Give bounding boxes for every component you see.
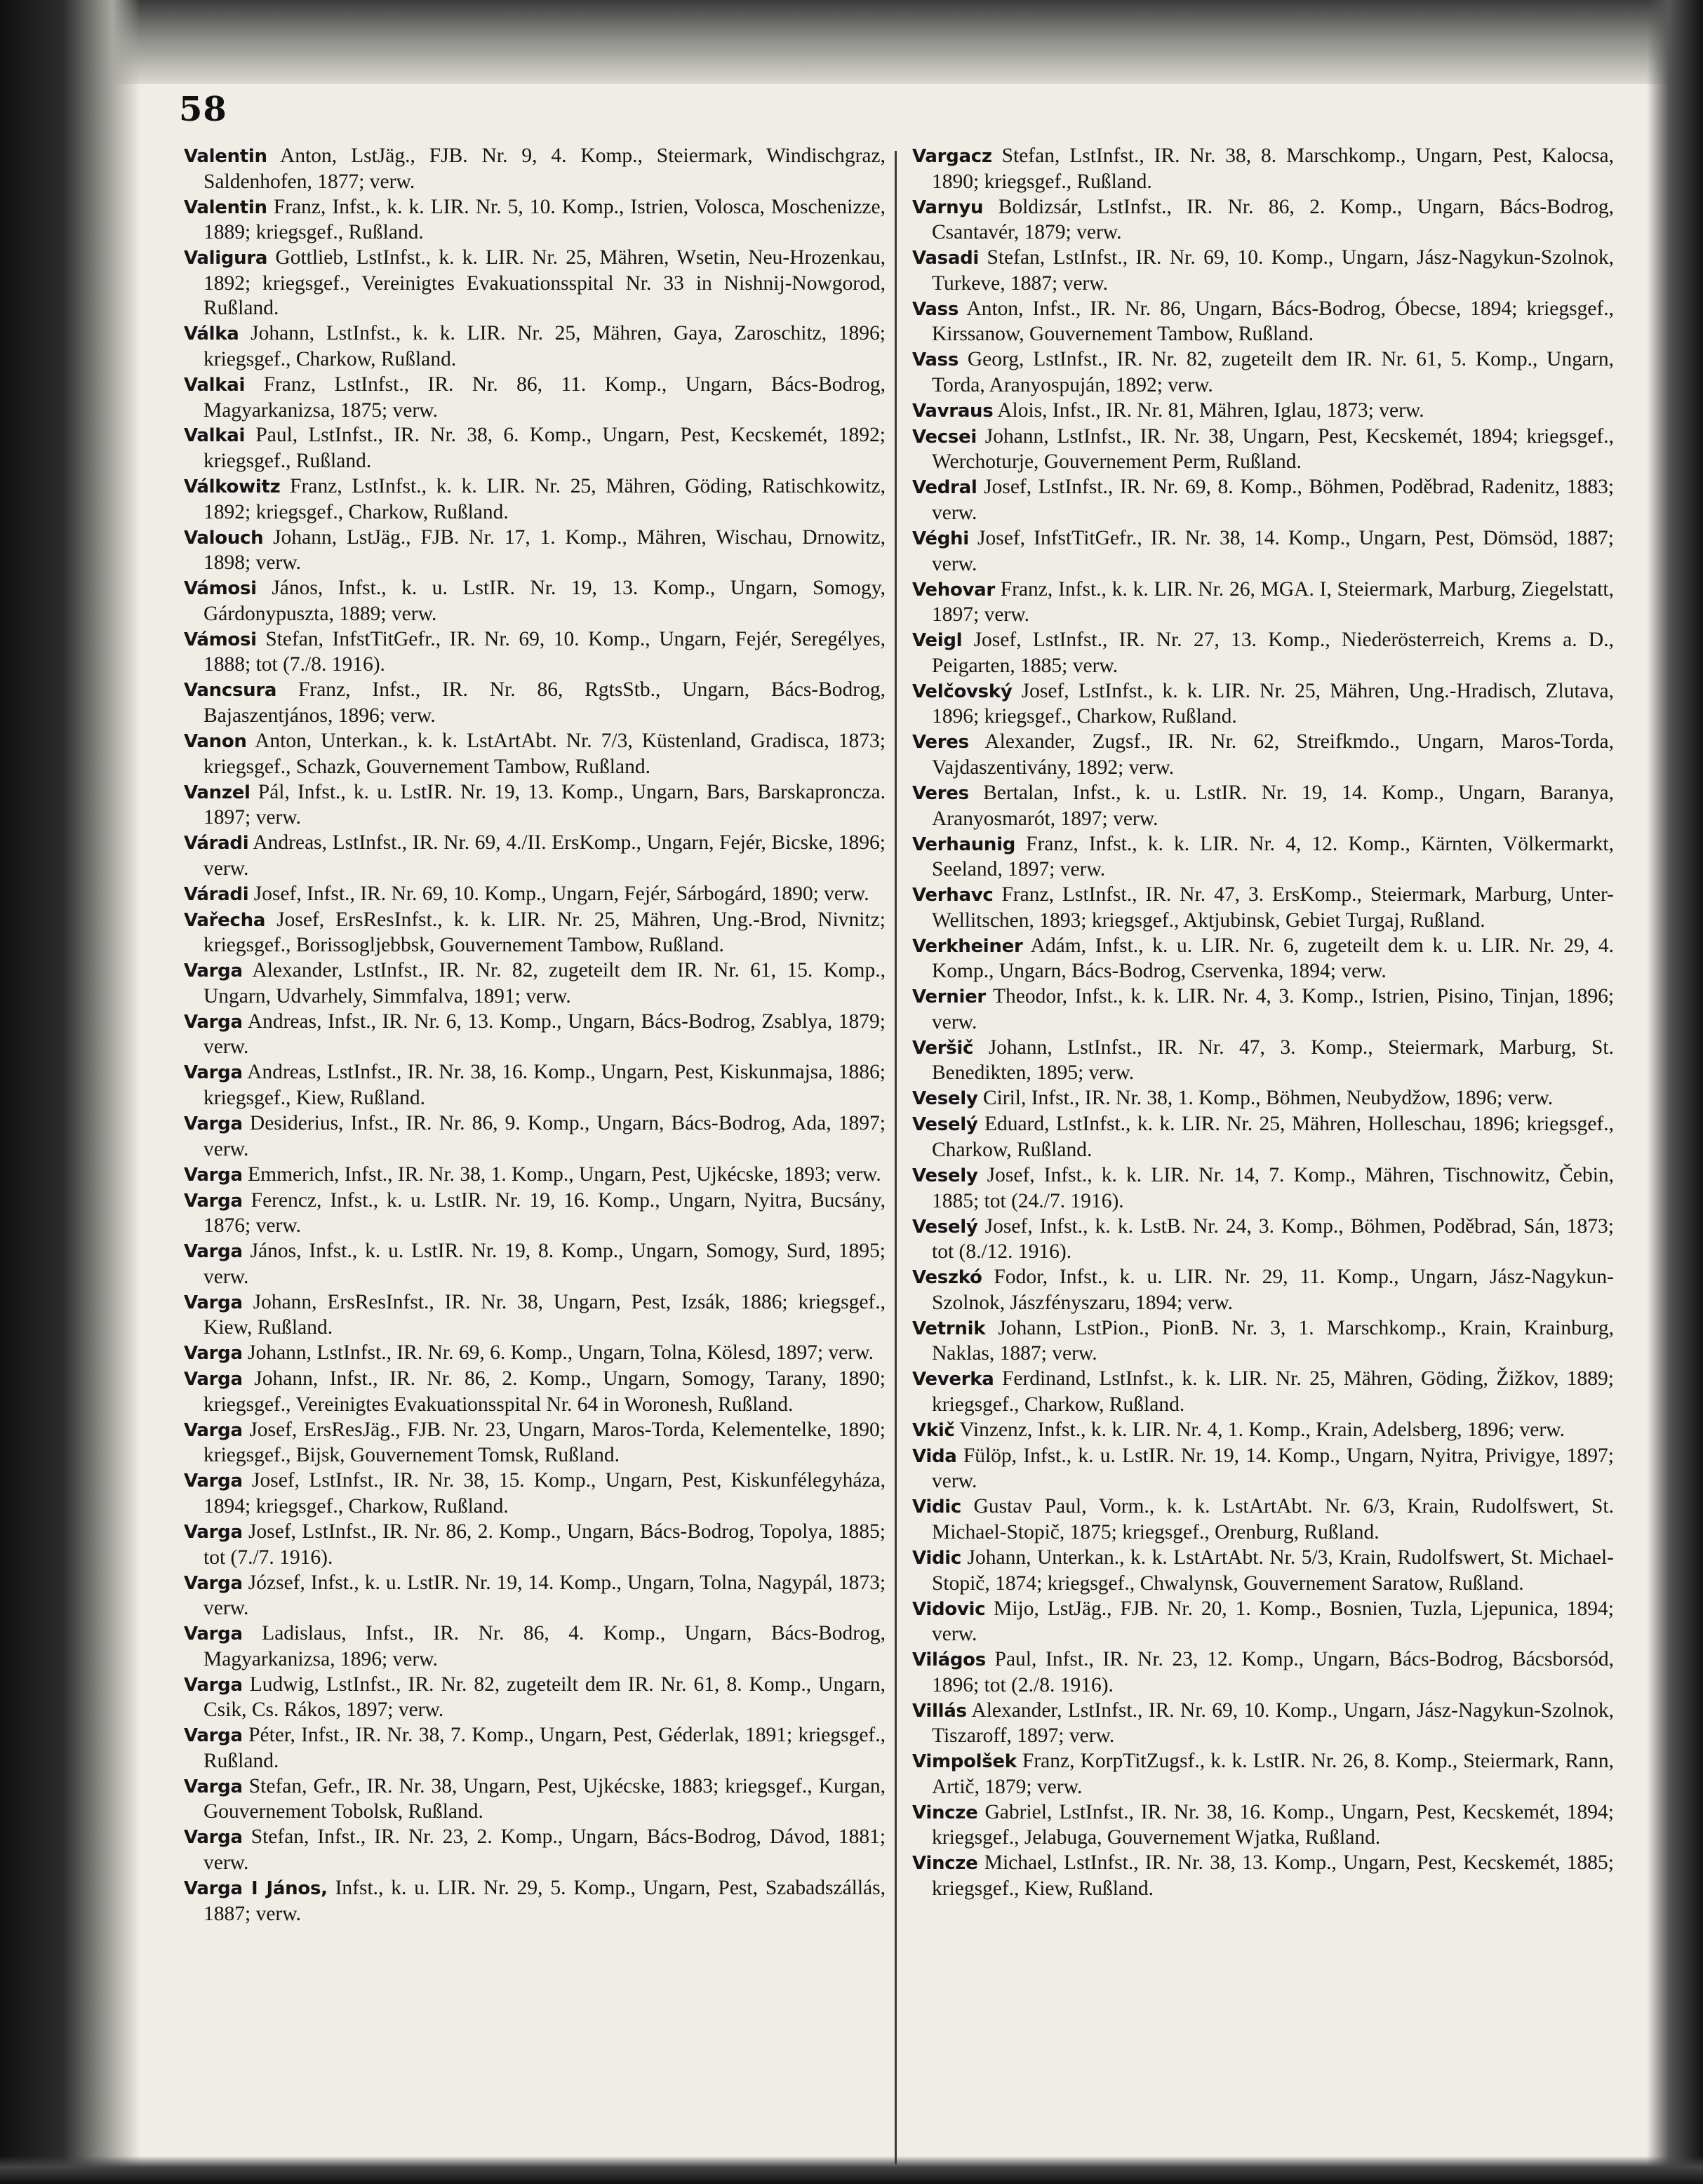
entry-surname: Vass (912, 349, 959, 371)
entry-details: Stefan, Infst., IR. Nr. 23, 2. Komp., Ungarn, Bács-Bodrog, Dávod, 1881; verw. (203, 1825, 886, 1875)
entry-surname: Vanon (184, 730, 247, 752)
entry-details: Paul, Infst., IR. Nr. 23, 12. Komp., Ungarn, Bács-Bodrog, Bácsborsód, 1896; tot (2./8. 1916). (932, 1648, 1614, 1696)
roster-entry (912, 526, 1614, 577)
entry-surname: Vincze (912, 1853, 978, 1875)
roster-entry (184, 576, 886, 627)
entry-details: Josef, ErsResInfst., k. k. LIR. Nr. 25, Mähren, Ung.-Brod, Nivnitz; kriegsgef., Borissogljebbsk, Gouvernement Tambow, Rußland. (203, 908, 886, 957)
roster-entry (912, 1418, 1614, 1444)
entry-surname: Vanzel (184, 782, 251, 803)
entry-surname: Veselý (912, 1216, 978, 1238)
roster-entry (184, 1163, 886, 1188)
roster-entry (184, 908, 886, 958)
entry-surname: Varga (184, 1419, 243, 1441)
left-column (184, 144, 886, 1927)
entry-surname: Vargacz (912, 146, 992, 167)
roster-entry (184, 1876, 886, 1927)
entry-details: Bertalan, Infst., k. u. LstIR. Nr. 19, 14. Komp., Ungarn, Baranya, Aranyosmarót, 1897; verw. (932, 781, 1614, 830)
entry-details: Mijo, LstJäg., FJB. Nr. 20, 1. Komp., Bosnien, Tuzla, Ljepunica, 1894; verw. (932, 1597, 1614, 1646)
entry-details: Josef, Infst., k. k. LIR. Nr. 14, 7. Komp., Mähren, Tischnowitz, Čebin, 1885; tot (24./7. 1916). (932, 1163, 1614, 1212)
entry-surname: Vincze (912, 1802, 978, 1823)
entry-surname: Valigura (184, 248, 268, 269)
entry-details: Stefan, LstInfst., IR. Nr. 69, 10. Komp., Ungarn, Jász-Nagykun-Szolnok, Turkeve, 1887; verw. (932, 246, 1614, 295)
roster-entry (184, 1673, 886, 1723)
roster-entry (912, 1444, 1614, 1494)
roster-entry (912, 1546, 1614, 1596)
entry-details: Johann, LstJäg., FJB. Nr. 17, 1. Komp., Mähren, Wischau, Drnowitz, 1898; verw. (203, 525, 886, 575)
roster-entry (184, 195, 886, 246)
entry-surname: Varga (184, 1725, 243, 1747)
entry-details: Alexander, LstInfst., IR. Nr. 69, 10. Komp., Ungarn, Jász-Nagykun-Szolnok, Tiszaroff, 1897; verw. (932, 1699, 1614, 1748)
entry-details: Johann, LstInfst., IR. Nr. 69, 6. Komp., Ungarn, Tolna, Kölesd, 1897; verw. (248, 1341, 874, 1365)
roster-entry (184, 1010, 886, 1060)
roster-entry (912, 883, 1614, 933)
entry-details: Franz, Infst., k. k. LIR. Nr. 5, 10. Komp., Istrien, Volosca, Moschenizze, 1889; kriegsgef., Rußland. (203, 195, 886, 244)
entry-surname: Verkheiner (912, 935, 1023, 957)
entry-details: Josef, LstInfst., IR. Nr. 69, 8. Komp., Böhmen, Poděbrad, Radenitz, 1883; verw. (932, 476, 1614, 525)
roster-entry (184, 1621, 886, 1672)
entry-details: Gottlieb, LstInfst., k. k. LIR. Nr. 25, Mähren, Wsetin, Neu-Hrozenkau, 1892; kriegsgef., Vereinigtes Evakuationsspital Nr. 33 in Nishnij-Nowgorod, Rußland. (203, 246, 886, 320)
entry-details: Ciril, Infst., IR. Nr. 38, 1. Komp., Böhmen, Neubydžow, 1896; verw. (982, 1087, 1554, 1110)
entry-details: Andreas, LstInfst., IR. Nr. 69, 4./II. ErsKomp., Ungarn, Fejér, Bicske, 1896; verw. (203, 831, 886, 880)
roster-entry (184, 1060, 886, 1111)
entry-details: Franz, KorpTitZugsf., k. k. LstIR. Nr. 26, 8. Komp., Steiermark, Rann, Artič, 1879; verw. (932, 1750, 1614, 1798)
entry-surname: Világos (912, 1649, 986, 1671)
entry-details: Ladislaus, Infst., IR. Nr. 86, 4. Komp., Ungarn, Bács-Bodrog, Magyarkanizsa, 1896; verw. (203, 1622, 886, 1670)
entry-details: Josef, LstInfst., IR. Nr. 27, 13. Komp., Niederösterreich, Krems a. D., Peigarten, 1885; verw. (932, 629, 1614, 677)
roster-entry (184, 780, 886, 831)
entry-surname: Vass (912, 298, 959, 320)
entry-surname: Varga (184, 1190, 243, 1212)
entry-details: Johann, LstInfst., IR. Nr. 38, Ungarn, Pest, Kecskemét, 1894; kriegsgef., Werchoturje, Gouvernement Perm, Rußland. (932, 424, 1614, 474)
entry-surname: Varga (184, 1369, 243, 1391)
roster-entry (184, 882, 886, 908)
entry-details: Emmerich, Infst., IR. Nr. 38, 1. Komp., Ungarn, Pest, Ujkécske, 1893; verw. (248, 1163, 881, 1186)
entry-details: Franz, Infst., k. k. LIR. Nr. 4, 12. Komp., Kärnten, Völkermarkt, Seeland, 1897; verw. (932, 832, 1614, 881)
entry-details: Josef, LstInfst., k. k. LIR. Nr. 25, Mähren, Ung.-Hradisch, Zlutava, 1896; kriegsgef., Charkow, Rußland. (932, 679, 1614, 728)
entry-surname: Vavraus (912, 400, 994, 422)
entry-details: Infst., k. u. LIR. Nr. 29, 5. Komp., Ungarn, Pest, Szabadszállás, 1887; verw. (203, 1877, 886, 1925)
scan-border-bottom (0, 2156, 1703, 2184)
entry-surname: Velčovský (912, 681, 1013, 702)
entry-surname: Veres (912, 732, 969, 753)
entry-surname: Valentin (184, 196, 267, 218)
roster-entry (912, 730, 1614, 780)
entry-details: Franz, Infst., IR. Nr. 86, RgtsStb., Ungarn, Bács-Bodrog, Bajaszentjános, 1896; verw. (203, 678, 886, 727)
roster-entry (912, 1265, 1614, 1315)
roster-entry (184, 423, 886, 474)
entry-surname: Vetrnik (912, 1318, 986, 1339)
entry-details: Johann, Unterkan., k. k. LstArtAbt. Nr. 5/3, Krain, Rudolfswert, St. Michael-Stopič, 1874; kriegsgef., Chwalynsk, Gouvernement Saratow, Rußland. (932, 1546, 1614, 1595)
roster-entry (912, 1800, 1614, 1851)
entry-details: Josef, LstInfst., IR. Nr. 86, 2. Komp., Ungarn, Bács-Bodrog, Topolya, 1885; tot (7./7. 1916). (203, 1520, 886, 1569)
roster-entry (184, 958, 886, 1009)
roster-entry (912, 1647, 1614, 1698)
entry-details: Gabriel, LstInfst., IR. Nr. 38, 16. Komp., Ungarn, Pest, Kecskemét, 1894; kriegsgef., Jelabuga, Gouvernement Wjatka, Rußland. (932, 1800, 1614, 1849)
entry-details: Franz, Infst., k. k. LIR. Nr. 26, MGA. I, Steiermark, Marburg, Ziegelstatt, 1897; verw. (932, 577, 1614, 627)
entry-details: Josef, Infst., k. k. LstB. Nr. 24, 3. Komp., Böhmen, Poděbrad, Sán, 1873; tot (8./12. 1916). (932, 1214, 1614, 1264)
entry-surname: Vámosi (184, 629, 257, 650)
roster-entry (184, 831, 886, 881)
entry-details: Adám, Infst., k. u. LIR. Nr. 6, zugeteilt dem k. u. LIR. Nr. 29, 4. Komp., Ungarn, Bács-Bodrog, Cservenka, 1894; verw. (932, 934, 1614, 983)
scan-border-right (1647, 0, 1703, 2184)
roster-entry (184, 1774, 886, 1825)
roster-entry (184, 1341, 886, 1367)
entry-surname: Vidic (912, 1496, 962, 1518)
roster-entry (912, 297, 1614, 347)
entry-surname: Varga I János, (184, 1878, 328, 1900)
entry-surname: Veverka (912, 1369, 994, 1391)
entry-details: Michael, LstInfst., IR. Nr. 38, 13. Komp., Ungarn, Pest, Kecskemét, 1885; kriegsgef., Kiew, Rußland. (932, 1851, 1614, 1901)
roster-entry (184, 1825, 886, 1875)
entry-surname: Valkai (184, 374, 246, 396)
entry-surname: Varga (184, 1292, 243, 1313)
entry-details: Franz, LstInfst., k. k. LIR. Nr. 25, Mähren, Göding, Ratischkowitz, 1892; kriegsgef., Charkow, Rußland. (203, 475, 886, 523)
entry-details: Alois, Infst., IR. Nr. 81, Mähren, Iglau, 1873; verw. (997, 398, 1424, 422)
roster-entry (184, 1111, 886, 1162)
roster-entry (184, 1520, 886, 1570)
entry-surname: Varga (184, 1572, 243, 1594)
roster-entry (912, 1036, 1614, 1086)
entry-details: Anton, Infst., IR. Nr. 86, Ungarn, Bács-Bodrog, Óbecse, 1894; kriegsgef., Kirssanow, Gouvernement Tambow, Rußland. (932, 297, 1614, 346)
entry-surname: Varga (184, 1062, 243, 1084)
entry-surname: Vidic (912, 1547, 962, 1569)
entry-details: Paul, LstInfst., IR. Nr. 38, 6. Komp., Ungarn, Pest, Kecskemét, 1892; kriegsgef., Rußland. (203, 424, 886, 473)
roster-entry (912, 1112, 1614, 1163)
roster-entry (184, 678, 886, 728)
entry-details: Fodor, Infst., k. u. LIR. Nr. 29, 11. Komp., Ungarn, Jász-Nagykun-Szolnok, Jászfényszaru, 1894; verw. (932, 1266, 1614, 1314)
roster-entry (912, 1597, 1614, 1647)
entry-surname: Váradi (184, 833, 249, 855)
roster-entry (912, 577, 1614, 628)
roster-entry (912, 679, 1614, 730)
right-column (912, 144, 1614, 1902)
entry-surname: Vancsura (184, 680, 277, 702)
entry-surname: Veigl (912, 630, 963, 652)
entry-surname: Veres (912, 782, 969, 804)
column-divider (895, 151, 897, 2164)
scan-border-left (0, 0, 140, 2184)
roster-entry (912, 144, 1614, 194)
entry-surname: Vesely (912, 1088, 978, 1110)
entry-details: Johann, Infst., IR. Nr. 86, 2. Komp., Ungarn, Somogy, Tarany, 1890; kriegsgef., Vereinigtes Evakuationsspital Nr. 64 in Woronesh, Rußland. (203, 1367, 886, 1416)
entry-surname: Varga (184, 1011, 243, 1033)
entry-details: János, Infst., k. u. LstIR. Nr. 19, 13. Komp., Ungarn, Somogy, Gárdonypuszta, 1889; verw. (203, 577, 886, 625)
entry-surname: Vámosi (184, 578, 257, 600)
entry-details: Stefan, Gefr., IR. Nr. 38, Ungarn, Pest, Ujkécske, 1883; kriegsgef., Kurgan, Gouvernement Tobolsk, Rußland. (203, 1774, 886, 1823)
roster-entry (184, 1571, 886, 1621)
scan-border-top (0, 0, 1703, 84)
entry-details: Gustav Paul, Vorm., k. k. LstArtAbt. Nr. 6/3, Krain, Rudolfswert, St. Michael-Stopič, 1875; kriegsgef., Orenburg, Rußland. (932, 1495, 1614, 1543)
entry-details: Theodor, Infst., k. k. LIR. Nr. 4, 3. Komp., Istrien, Pisino, Tinjan, 1896; verw. (932, 985, 1614, 1033)
entry-surname: Varga (184, 1623, 243, 1645)
entry-details: Alexander, LstInfst., IR. Nr. 82, zugeteilt dem IR. Nr. 61, 15. Komp., Ungarn, Udvarhely, Simmfalva, 1891; verw. (203, 959, 886, 1007)
entry-details: Fülöp, Infst., k. u. LstIR. Nr. 19, 14. Komp., Ungarn, Nyitra, Privigye, 1897; verw. (932, 1444, 1614, 1493)
roster-entry (912, 1367, 1614, 1417)
roster-entry (184, 474, 886, 525)
roster-entry (184, 1239, 886, 1289)
entry-surname: Válkowitz (184, 476, 281, 498)
entry-details: Andreas, LstInfst., IR. Nr. 38, 16. Komp., Ungarn, Pest, Kiskunmajsa, 1886; kriegsgef., Kiew, Rußland. (203, 1061, 886, 1109)
roster-entry (912, 1699, 1614, 1749)
entry-details: József, Infst., k. u. LstIR. Nr. 19, 14. Komp., Ungarn, Tolna, Nagypál, 1873; verw. (203, 1571, 886, 1620)
entry-surname: Varga (184, 1241, 243, 1263)
roster-entry (184, 321, 886, 372)
roster-entry (912, 1494, 1614, 1545)
entry-surname: Vernier (912, 986, 986, 1008)
entry-details: Johann, LstInfst., k. k. LIR. Nr. 25, Mähren, Gaya, Zaroschitz, 1896; kriegsgef., Charkow, Rußland. (203, 322, 886, 370)
entry-details: Andreas, Infst., IR. Nr. 6, 13. Komp., Ungarn, Bács-Bodrog, Zsablya, 1879; verw. (203, 1010, 886, 1059)
roster-entry (912, 1851, 1614, 1901)
entry-surname: Vimpolšek (912, 1751, 1017, 1773)
entry-details: Franz, LstInfst., IR. Nr. 47, 3. ErsKomp., Steiermark, Marburg, Unter-Wellitschen, 1893; kriegsgef., Aktjubinsk, Gebiet Turgaj, Rußland. (932, 883, 1614, 932)
roster-entry (912, 934, 1614, 984)
entry-details: Boldizsár, LstInfst., IR. Nr. 86, 2. Komp., Ungarn, Bács-Bodrog, Csantavér, 1879; verw. (932, 195, 1614, 244)
entry-details: Johann, LstPion., PionB. Nr. 3, 1. Marschkomp., Krain, Krainburg, Naklas, 1887; verw. (932, 1316, 1614, 1365)
entry-details: Anton, LstJäg., FJB. Nr. 9, 4. Komp., Steiermark, Windischgraz, Saldenhofen, 1877; verw. (203, 145, 886, 193)
entry-details: Anton, Unterkan., k. k. LstArtAbt. Nr. 7/3, Küstenland, Gradisca, 1873; kriegsgef., Schazk, Gouvernement Tambow, Rußland. (203, 729, 886, 778)
roster-entry (912, 1316, 1614, 1367)
entry-details: Josef, LstInfst., IR. Nr. 38, 15. Komp., Ungarn, Pest, Kiskunfélegyháza, 1894; kriegsgef., Charkow, Rußland. (203, 1469, 886, 1518)
entry-surname: Véghi (912, 528, 969, 550)
entry-details: Desiderius, Infst., IR. Nr. 86, 9. Komp., Ungarn, Bács-Bodrog, Ada, 1897; verw. (203, 1111, 886, 1160)
page-number: 58 (179, 90, 227, 129)
entry-details: Franz, LstInfst., IR. Nr. 86, 11. Komp., Ungarn, Bács-Bodrog, Magyarkanizsa, 1875; verw. (203, 373, 886, 422)
entry-surname: Veršič (912, 1037, 974, 1059)
roster-entry (912, 1086, 1614, 1112)
entry-surname: Veselý (912, 1114, 978, 1136)
roster-entry (184, 1418, 886, 1468)
entry-surname: Válka (184, 323, 239, 345)
roster-entry (912, 398, 1614, 424)
roster-entry (912, 475, 1614, 525)
entry-surname: Vecsei (912, 426, 977, 448)
entry-surname: Varga (184, 1164, 243, 1186)
entry-details: Josef, InfstTitGefr., IR. Nr. 38, 14. Komp., Ungarn, Pest, Dömsöd, 1887; verw. (932, 527, 1614, 575)
entry-details: Alexander, Zugsf., IR. Nr. 62, Streifkmdo., Ungarn, Maros-Torda, Vajdaszentivány, 1892; verw. (932, 730, 1614, 779)
roster-entry (912, 1749, 1614, 1800)
roster-entry (912, 347, 1614, 398)
roster-entry (184, 729, 886, 779)
entry-surname: Verhavc (912, 885, 994, 906)
roster-entry (184, 627, 886, 678)
entry-surname: Varga (184, 1113, 243, 1134)
roster-entry (912, 1163, 1614, 1214)
entry-surname: Vida (912, 1445, 957, 1467)
entry-surname: Valkai (184, 425, 246, 447)
roster-entry (912, 628, 1614, 678)
entry-surname: Varnyu (912, 196, 984, 218)
roster-entry (184, 525, 886, 576)
entry-details: Vinzenz, Infst., k. k. LIR. Nr. 4, 1. Komp., Krain, Adelsberg, 1896; verw. (959, 1418, 1565, 1441)
roster-entry (184, 1367, 886, 1417)
entry-details: Josef, Infst., IR. Nr. 69, 10. Komp., Ungarn, Fejér, Sárbogárd, 1890; verw. (253, 882, 869, 905)
entry-surname: Varga (184, 1674, 243, 1696)
entry-surname: Varga (184, 960, 243, 982)
roster-entry (184, 144, 886, 194)
entry-surname: Valentin (184, 146, 267, 167)
entry-surname: Vařecha (184, 909, 266, 931)
entry-surname: Vkič (912, 1419, 955, 1441)
roster-entry (912, 781, 1614, 831)
entry-details: Johann, ErsResInfst., IR. Nr. 38, Ungarn, Pest, Izsák, 1886; kriegsgef., Kiew, Rußland. (203, 1290, 886, 1339)
entry-surname: Varga (184, 1470, 243, 1492)
entry-surname: Valouch (184, 527, 264, 549)
roster-entry (912, 195, 1614, 246)
entry-details: Ludwig, LstInfst., IR. Nr. 82, zugeteilt dem IR. Nr. 61, 8. Komp., Ungarn, Csik, Cs. Rákos, 1897; verw. (203, 1673, 886, 1722)
roster-entry (912, 984, 1614, 1035)
entry-surname: Veszkó (912, 1267, 982, 1289)
roster-entry (184, 1723, 886, 1774)
entry-details: Ferdinand, LstInfst., k. k. LIR. Nr. 25, Mähren, Göding, Žižkov, 1889; kriegsgef., Charkow, Rußland. (932, 1367, 1614, 1416)
roster-entry (184, 1290, 886, 1341)
entry-details: Stefan, LstInfst., IR. Nr. 38, 8. Marschkomp., Ungarn, Pest, Kalocsa, 1890; kriegsgef., Rußland. (932, 145, 1614, 193)
entry-details: Georg, LstInfst., IR. Nr. 82, zugeteilt dem IR. Nr. 61, 5. Komp., Ungarn, Torda, Aranyospuján, 1892; verw. (932, 348, 1614, 396)
entry-details: János, Infst., k. u. LstIR. Nr. 19, 8. Komp., Ungarn, Somogy, Surd, 1895; verw. (203, 1240, 886, 1288)
entry-surname: Vehovar (912, 579, 995, 601)
entry-details: Eduard, LstInfst., k. k. LIR. Nr. 25, Mähren, Holleschau, 1896; kriegsgef., Charkow, Rußland. (932, 1113, 1614, 1161)
entry-surname: Varga (184, 1776, 243, 1797)
entry-surname: Vasadi (912, 248, 979, 269)
roster-entry (912, 246, 1614, 296)
entry-surname: Verhaunig (912, 833, 1016, 855)
entry-details: Josef, ErsResJäg., FJB. Nr. 23, Ungarn, Maros-Torda, Kelementelke, 1890; kriegsgef., Bijsk, Gouvernement Tomsk, Rußland. (203, 1418, 886, 1467)
entry-surname: Vesely (912, 1165, 978, 1186)
roster-entry (184, 246, 886, 321)
entry-surname: Varga (184, 1522, 243, 1543)
roster-entry (184, 1188, 886, 1239)
entry-surname: Varga (184, 1827, 243, 1849)
entry-surname: Vidovic (912, 1598, 986, 1620)
entry-surname: Váradi (184, 883, 249, 905)
entry-details: Ferencz, Infst., k. u. LstIR. Nr. 19, 16. Komp., Ungarn, Nyitra, Bucsány, 1876; verw. (203, 1188, 886, 1238)
roster-entry (184, 1468, 886, 1519)
entry-details: Stefan, InfstTitGefr., IR. Nr. 69, 10. Komp., Ungarn, Fejér, Seregélyes, 1888; tot (7./8. 1916). (203, 627, 886, 676)
entry-surname: Villás (912, 1700, 967, 1722)
roster-entry (184, 373, 886, 423)
roster-entry (912, 1214, 1614, 1265)
entry-details: Johann, LstInfst., IR. Nr. 47, 3. Komp., Steiermark, Marburg, St. Benedikten, 1895; verw. (932, 1036, 1614, 1085)
roster-entry (912, 832, 1614, 883)
entry-surname: Vedral (912, 477, 977, 499)
entry-surname: Varga (184, 1343, 243, 1365)
entry-details: Péter, Infst., IR. Nr. 38, 7. Komp., Ungarn, Pest, Géderlak, 1891; kriegsgef., Rußland. (203, 1724, 886, 1772)
roster-entry (912, 424, 1614, 475)
entry-details: Pál, Infst., k. u. LstIR. Nr. 19, 13. Komp., Ungarn, Bars, Barskaproncza. 1897; verw. (203, 780, 886, 829)
